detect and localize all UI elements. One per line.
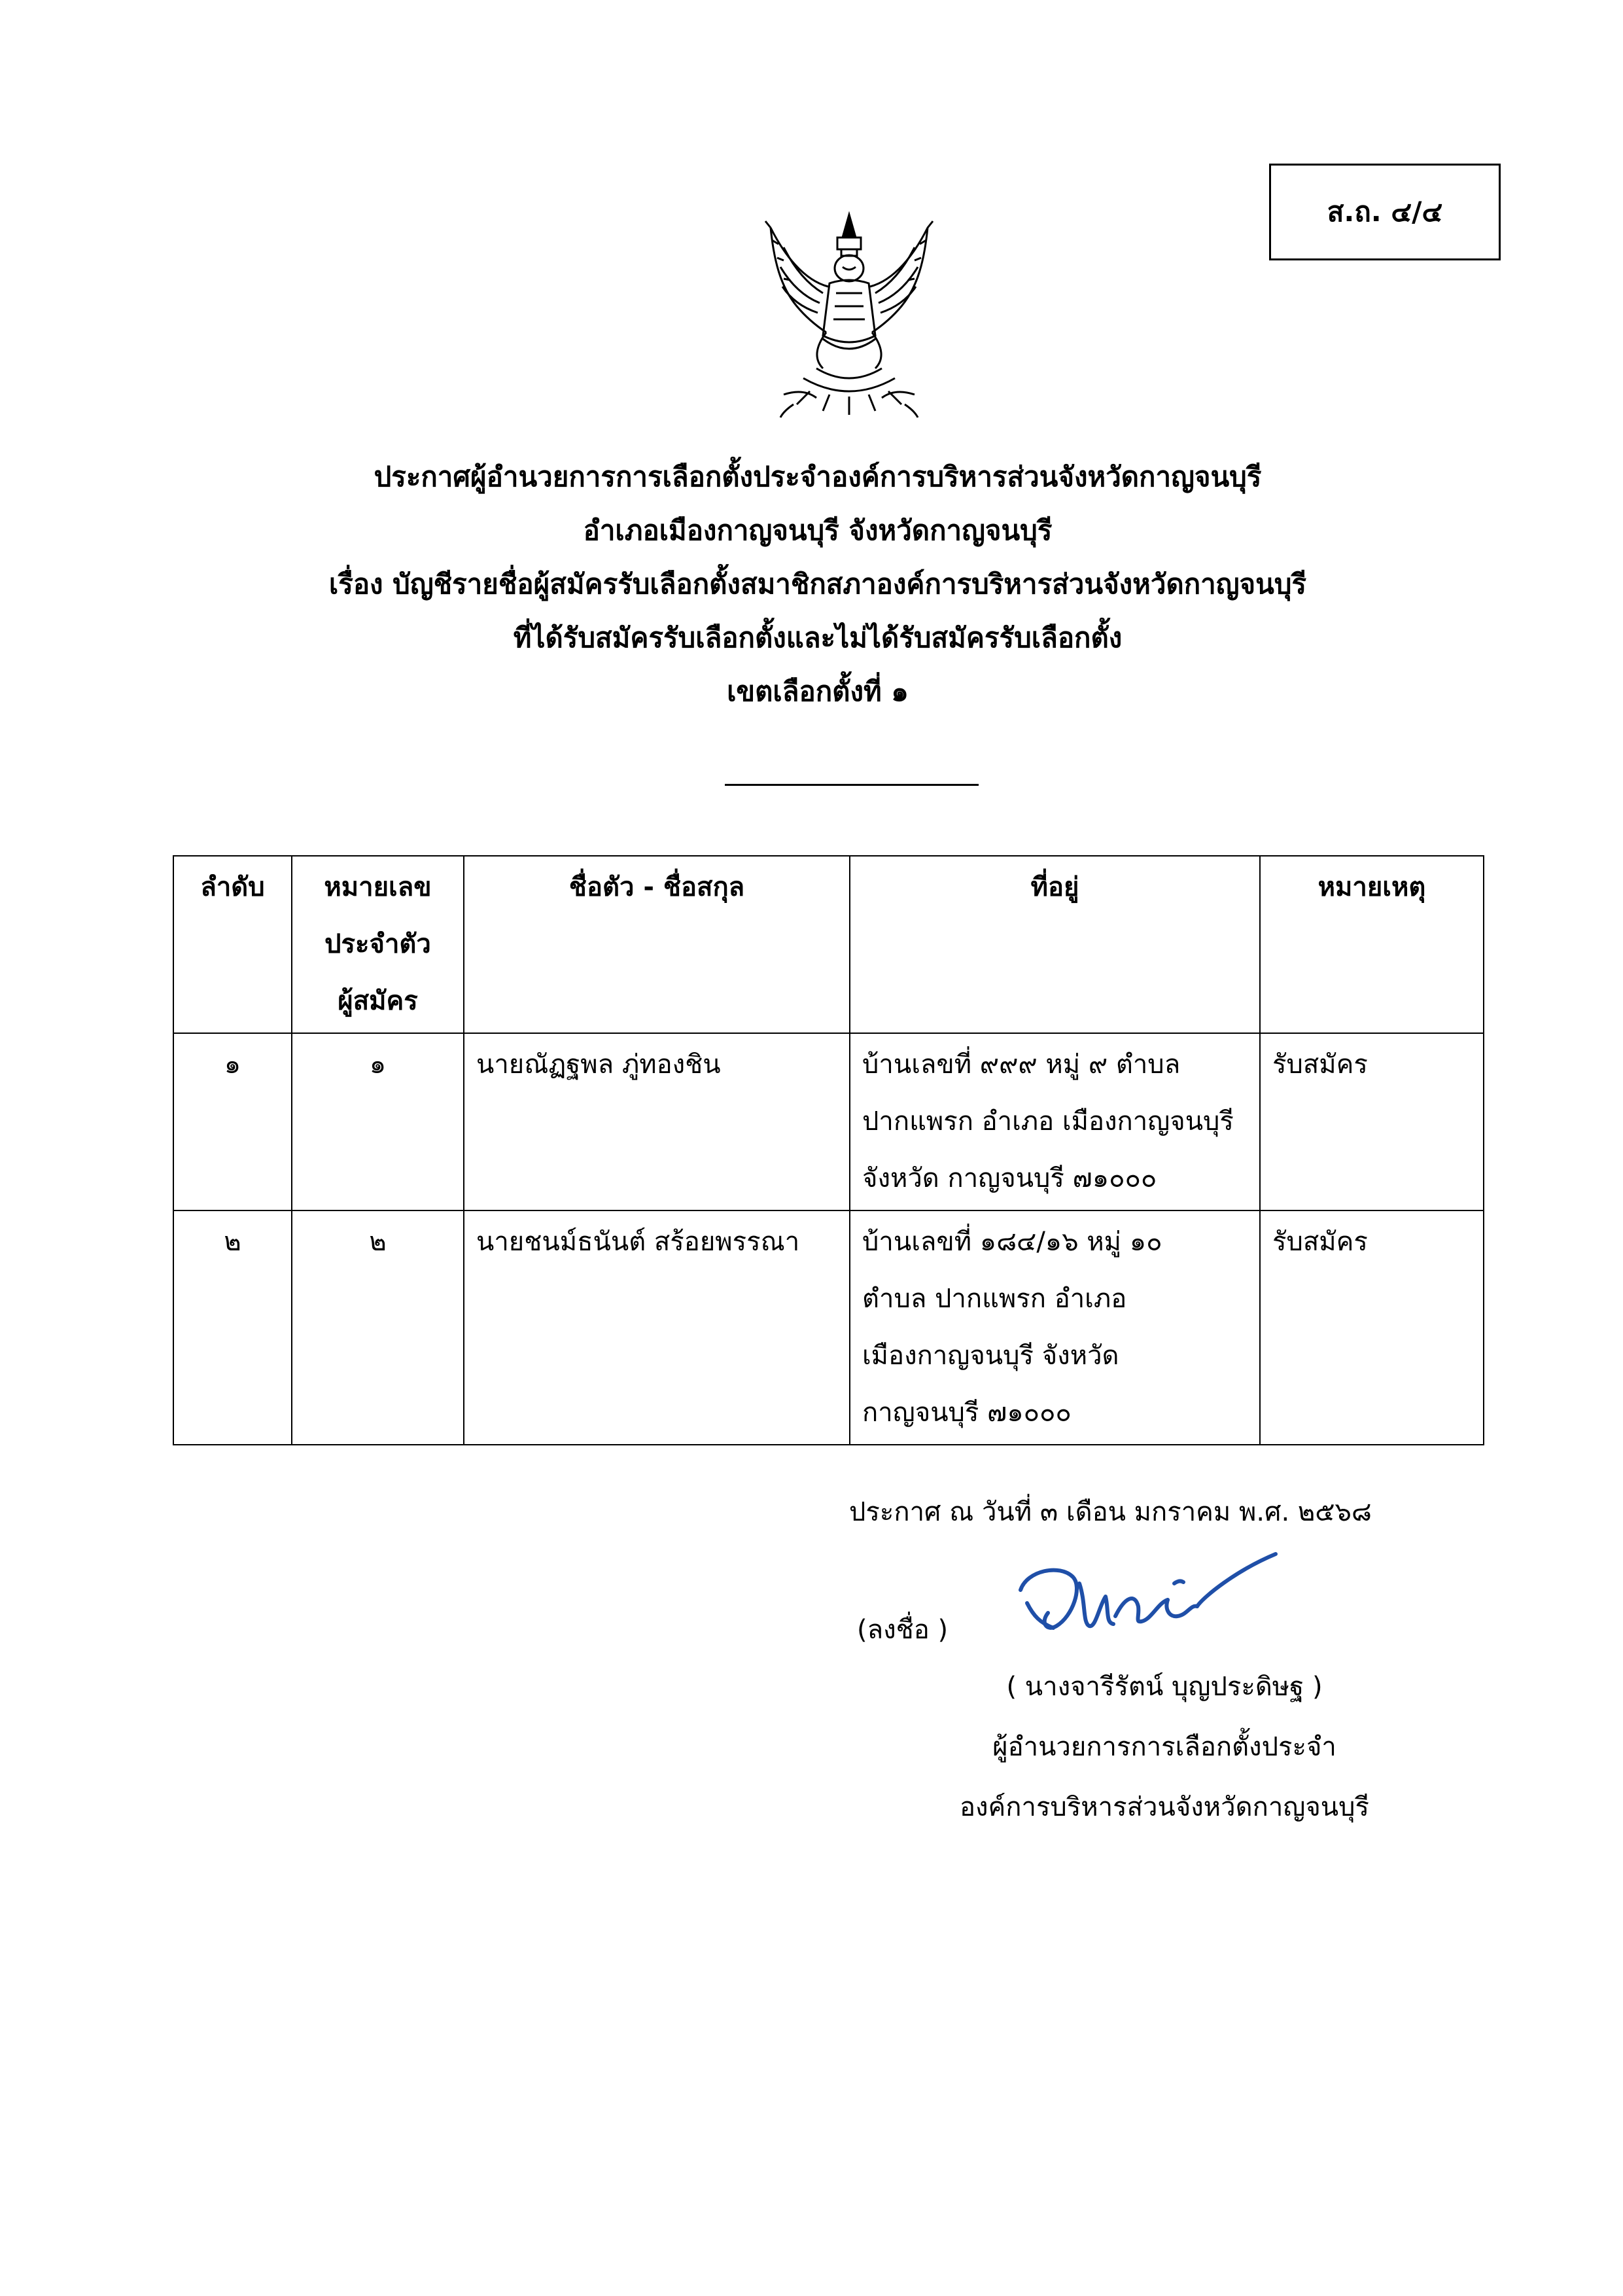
signer-position-2: องค์การบริหารส่วนจังหวัดกาญจนบุรี bbox=[959, 1792, 1370, 1822]
signature-label: (ลงชื่อ ) bbox=[857, 1615, 949, 1645]
table-header-row bbox=[173, 856, 1484, 1033]
header-address: ที่อยู่ bbox=[850, 856, 1260, 1033]
announcement-date: ประกาศ ณ วันที่ ๓ เดือน มกราคม พ.ศ. ๒๕๖๘ bbox=[849, 1497, 1372, 1527]
signer-block bbox=[903, 1657, 1426, 1837]
heading-line-3: เรื่อง บัญชีรายชื่อผู้สมัครรับเลือกตั้งสมาชิกสภาองค์การบริหารส่วนจังหวัดกาญจนบุรี bbox=[328, 568, 1307, 600]
heading-divider bbox=[725, 784, 979, 786]
row-candidate-number: ๒ bbox=[292, 1210, 464, 1445]
signer-position-1: ผู้อำนวยการการเลือกตั้งประจำ bbox=[992, 1732, 1336, 1762]
announcement-heading bbox=[196, 450, 1439, 718]
row-remark: รับสมัคร bbox=[1260, 1210, 1484, 1445]
row-address: บ้านเลขที่ ๙๙๙ หมู่ ๙ ตำบล ปากแพรก อำเภอ เมืองกาญจนบุรี จังหวัด กาญจนบุรี ๗๑๐๐๐ bbox=[850, 1033, 1260, 1210]
header-order: ลำดับ bbox=[173, 856, 292, 1033]
heading-line-4: ที่ได้รับสมัครรับเลือกตั้งและไม่ได้รับสมัครรับเลือกตั้ง bbox=[513, 622, 1123, 654]
row-order: ๑ bbox=[173, 1033, 292, 1210]
heading-line-2: อำเภอเมืองกาญจนบุรี จังหวัดกาญจนบุรี bbox=[583, 514, 1053, 546]
table-row bbox=[173, 1210, 1484, 1445]
garuda-emblem-icon bbox=[744, 208, 954, 424]
row-name: นายชนม์ธนันต์ สร้อยพรรณา bbox=[464, 1210, 850, 1445]
signer-name: ( นางจารีรัตน์ บุญประดิษฐ ) bbox=[1006, 1672, 1323, 1702]
row-address: บ้านเลขที่ ๑๘๔/๑๖ หมู่ ๑๐ ตำบล ปากแพรก อำเภอ เมืองกาญจนบุรี จังหวัด กาญจนบุรี ๗๑๐๐๐ bbox=[850, 1210, 1260, 1445]
row-name: นายณัฏฐพล ภู่ทองชิน bbox=[464, 1033, 850, 1210]
heading-line-1: ประกาศผู้อำนวยการการเลือกตั้งประจำองค์การบริหารส่วนจังหวัดกาญจนบุรี bbox=[374, 461, 1262, 493]
row-candidate-number: ๑ bbox=[292, 1033, 464, 1210]
candidate-table bbox=[173, 855, 1484, 1445]
form-code: ส.ถ. ๔/๔ bbox=[1327, 196, 1443, 228]
header-candidate-number: หมายเลข ประจำตัว ผู้สมัคร bbox=[292, 856, 464, 1033]
form-code-box bbox=[1269, 164, 1501, 260]
row-order: ๒ bbox=[173, 1210, 292, 1445]
heading-line-5: เขตเลือกตั้งที่ ๑ bbox=[727, 675, 909, 707]
handwritten-signature bbox=[1001, 1544, 1289, 1655]
header-remark: หมายเหตุ bbox=[1260, 856, 1484, 1033]
row-remark: รับสมัคร bbox=[1260, 1033, 1484, 1210]
table-row bbox=[173, 1033, 1484, 1210]
header-name: ชื่อตัว - ชื่อสกุล bbox=[464, 856, 850, 1033]
